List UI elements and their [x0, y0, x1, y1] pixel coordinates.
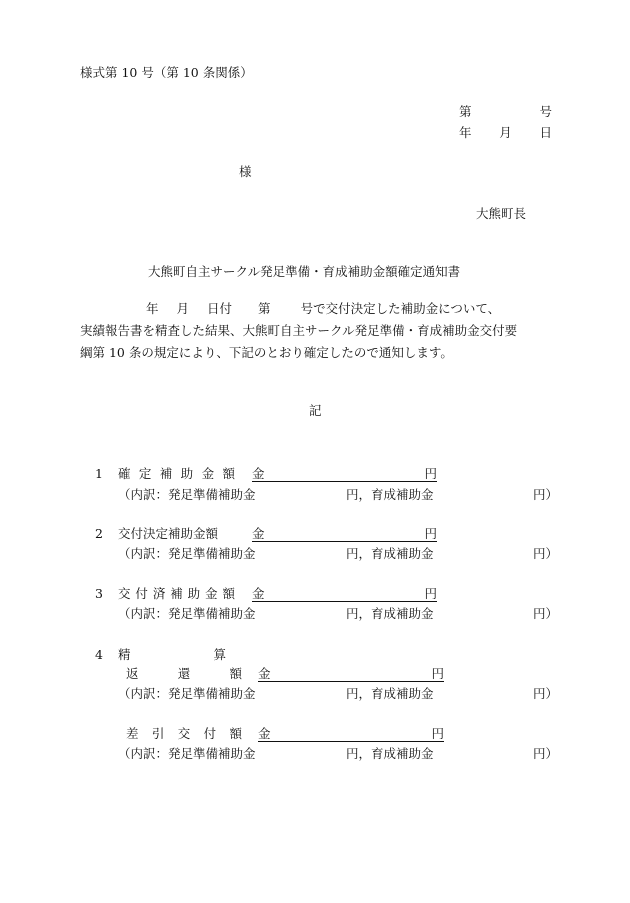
issue-date: [459, 127, 552, 140]
doc-number-suffix: 号: [539, 104, 552, 119]
net-grant-amount-line: [258, 726, 444, 742]
item-2-amount-line: [252, 526, 437, 542]
item-3-breakdown-open: （内訳：発足準備補助金: [118, 606, 256, 621]
net-grant-yen: 円: [431, 726, 444, 741]
item-1-breakdown-mid: 円，育成補助金: [346, 487, 434, 502]
refund-label: 返 還 額: [126, 666, 242, 681]
refund-kin: 金: [258, 666, 271, 681]
net-grant-breakdown-mid: 円，育成補助金: [346, 746, 434, 761]
item-4-number: 4: [95, 647, 103, 662]
body-line3: 綱第 10 条の規定により、下記のとおり確定したので通知します。: [80, 345, 453, 360]
body-month: 月: [176, 301, 190, 316]
date-day: 日: [539, 125, 552, 140]
body-year: 年: [146, 301, 159, 316]
item-2-kin: 金: [252, 526, 265, 541]
refund-breakdown-open: （内訳：発足準備補助金: [118, 686, 256, 701]
body-line2: 実績報告書を精査した結果、大熊町自主サークル発足準備・育成補助金交付要: [80, 323, 518, 338]
item-2-breakdown-open: （内訳：発足準備補助金: [118, 546, 256, 561]
item-3-kin: 金: [252, 586, 265, 601]
document-number: [459, 106, 552, 119]
body-number-prefix: 第: [258, 301, 271, 316]
item-3-breakdown-mid: 円，育成補助金: [346, 606, 434, 621]
date-year: 年: [459, 125, 472, 140]
item-1-number: 1: [95, 466, 103, 481]
item-2-number: 2: [95, 526, 103, 541]
net-grant-label: 差 引 交 付 額: [126, 726, 242, 741]
item-1-kin: 金: [252, 466, 265, 481]
item-1-amount-line: [252, 466, 437, 482]
net-grant-breakdown-close: 円）: [533, 746, 559, 761]
body-line1-rest: 号で交付決定した補助金について、: [300, 301, 501, 316]
item-2-breakdown-close: 円）: [533, 546, 559, 561]
doc-number-prefix: 第: [459, 104, 472, 119]
item-1-breakdown-open: （内訳：発足準備補助金: [118, 487, 256, 502]
item-1-breakdown-close: 円）: [533, 487, 559, 502]
form-number: 様式第 10 号（第 10 条関係）: [80, 65, 253, 80]
refund-breakdown-close: 円）: [533, 686, 559, 701]
ki-heading: 記: [309, 403, 322, 418]
item-3-label: 交 付 済 補 助 金 額: [118, 586, 235, 601]
item-2-label: 交付決定補助金額: [118, 526, 219, 541]
item-2-yen: 円: [424, 526, 437, 541]
item-3-number: 3: [95, 586, 103, 601]
addressee-honorific: 様: [239, 164, 252, 179]
issuer: 大熊町長: [476, 206, 527, 221]
item-1-yen: 円: [424, 466, 437, 481]
net-grant-kin: 金: [258, 726, 271, 741]
refund-breakdown-mid: 円，育成補助金: [346, 686, 434, 701]
item-4-label: 精 算: [118, 647, 226, 662]
item-1-label: 確 定 補 助 金 額: [118, 466, 235, 481]
item-3-breakdown-close: 円）: [533, 606, 559, 621]
refund-amount-line: [258, 666, 444, 682]
item-3-amount-line: [252, 586, 437, 602]
net-grant-breakdown-open: （内訳：発足準備補助金: [118, 746, 256, 761]
body-paragraph: [80, 298, 554, 364]
refund-yen: 円: [431, 666, 444, 681]
date-month: 月: [499, 125, 512, 140]
document-title: 大熊町自主サークル発足準備・育成補助金額確定通知書: [148, 264, 461, 279]
body-day-dated: 日付: [207, 301, 233, 316]
item-2-breakdown-mid: 円，育成補助金: [346, 546, 434, 561]
item-3-yen: 円: [424, 586, 437, 601]
